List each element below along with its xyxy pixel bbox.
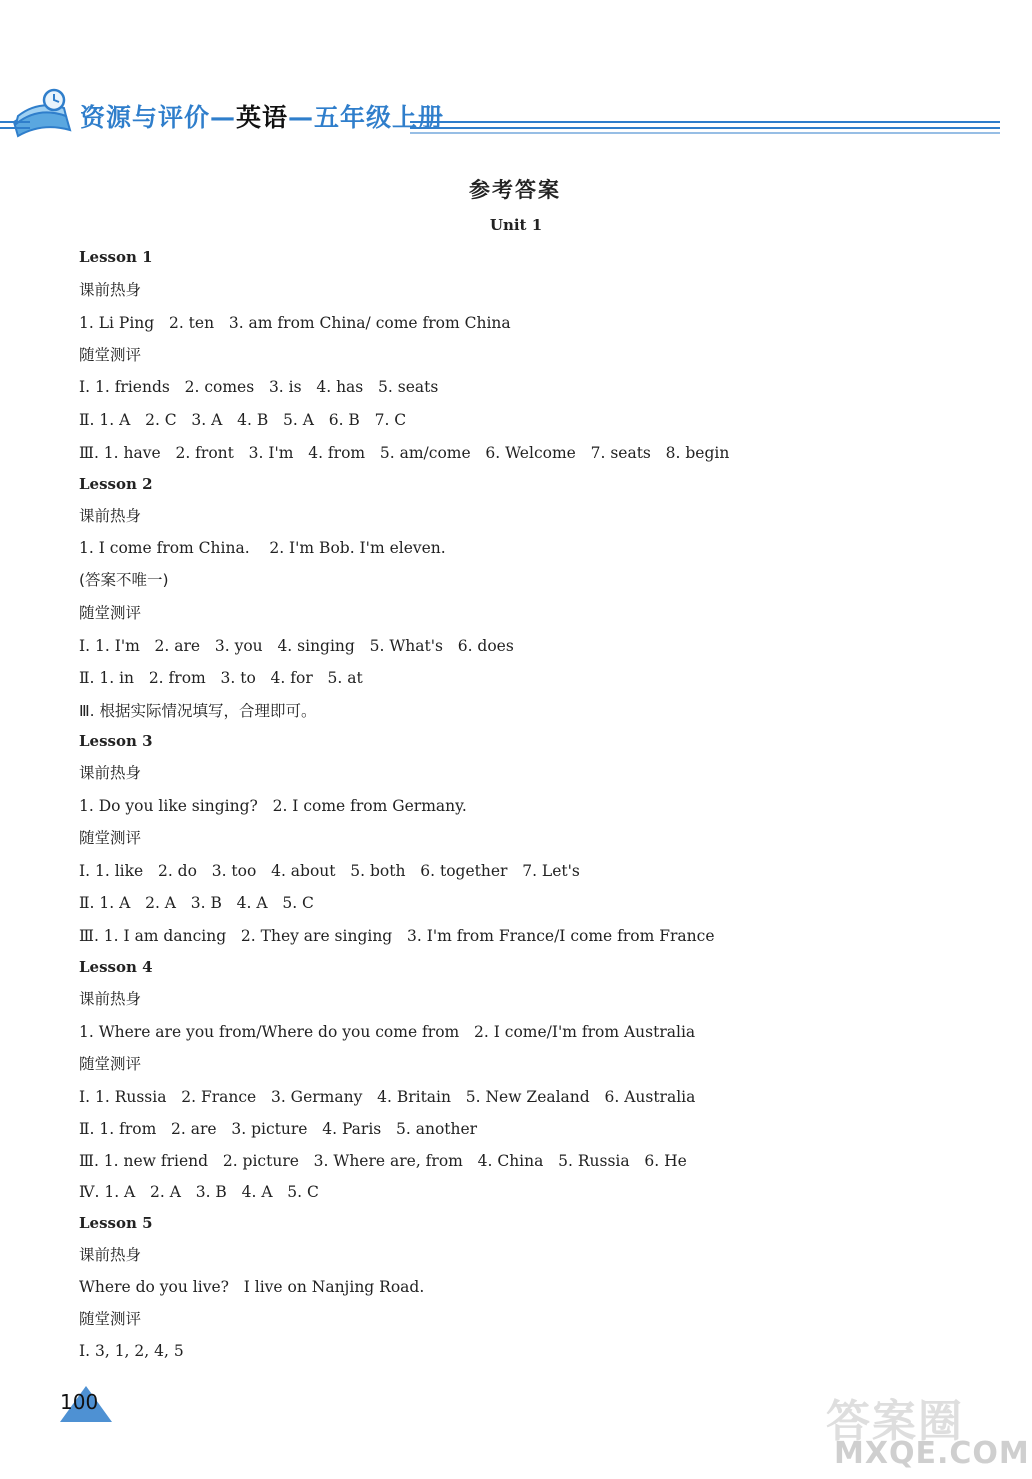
- lesson-heading: Lesson 3: [79, 732, 153, 750]
- watermark-url: MXQE.COM: [834, 1436, 1030, 1471]
- header-grade: 五年级上册: [314, 103, 445, 132]
- section-label: 随堂测评: [79, 1055, 142, 1073]
- answer-line: Where do you live? I live on Nanjing Road.: [79, 1278, 425, 1296]
- section-label: 课前热身: [79, 990, 142, 1008]
- answer-line: Ⅰ. 1. like 2. do 3. too 4. about 5. both 6. together 7. Let's: [79, 862, 580, 880]
- answer-line: Ⅰ. 1. friends 2. comes 3. is 4. has 5. seats: [79, 378, 439, 396]
- answer-note: (答案不唯一): [79, 571, 169, 589]
- page-number: 100: [60, 1390, 99, 1414]
- answer-line: 1. I come from China. 2. I'm Bob. I'm eleven.: [79, 539, 446, 557]
- lesson-heading: Lesson 1: [79, 248, 153, 266]
- header-subject: 英语: [236, 103, 289, 132]
- page-title: 参考答案: [469, 178, 561, 202]
- header-sep-2: —: [288, 103, 315, 132]
- answer-line: Ⅱ. 1. A 2. A 3. B 4. A 5. C: [79, 894, 314, 912]
- answer-line: Ⅰ. 1. Russia 2. France 3. Germany 4. Britain 5. New Zealand 6. Australia: [79, 1088, 696, 1106]
- lesson-heading: Lesson 4: [79, 958, 153, 976]
- lesson-heading: Lesson 5: [79, 1214, 153, 1232]
- answer-line: 1. Where are you from/Where do you come from 2. I come/I'm from Australia: [79, 1023, 696, 1041]
- answer-line: Ⅱ. 1. from 2. are 3. picture 4. Paris 5. another: [79, 1120, 478, 1138]
- answer-line: Ⅲ. 1. new friend 2. picture 3. Where are, from 4. China 5. Russia 6. He: [79, 1152, 687, 1170]
- answer-line: 1. Li Ping 2. ten 3. am from China/ come from China: [79, 314, 511, 332]
- section-label: 随堂测评: [79, 1310, 142, 1328]
- answer-line: Ⅲ. 根据实际情况填写，合理即可。: [79, 702, 317, 720]
- section-label: 课前热身: [79, 507, 142, 525]
- answer-line: Ⅰ. 1. I'm 2. are 3. you 4. singing 5. What's 6. does: [79, 637, 514, 655]
- answer-line: Ⅲ. 1. I am dancing 2. They are singing 3. I'm from France/I come from France: [79, 927, 715, 945]
- section-label: 随堂测评: [79, 829, 142, 847]
- answer-line: Ⅱ. 1. in 2. from 3. to 4. for 5. at: [79, 669, 363, 687]
- answer-line: Ⅰ. 3, 1, 2, 4, 5: [79, 1342, 184, 1360]
- section-label: 课前热身: [79, 1246, 142, 1264]
- lesson-heading: Lesson 2: [79, 475, 153, 493]
- page-header: [0, 0, 1000, 150]
- section-label: 随堂测评: [79, 604, 142, 622]
- answer-line: 1. Do you like singing? 2. I come from Germany.: [79, 797, 467, 815]
- watermark-logo: 答案圈: [826, 1396, 964, 1447]
- header-rule-lines: [0, 118, 1000, 138]
- section-label: 课前热身: [79, 281, 142, 299]
- header-series: 资源与评价: [80, 103, 211, 132]
- section-label: 课前热身: [79, 764, 142, 782]
- answer-line: Ⅲ. 1. have 2. front 3. I'm 4. from 5. am/come 6. Welcome 7. seats 8. begin: [79, 444, 730, 462]
- answer-line: Ⅱ. 1. A 2. C 3. A 4. B 5. A 6. B 7. C: [79, 411, 407, 429]
- answer-line: Ⅳ. 1. A 2. A 3. B 4. A 5. C: [79, 1183, 319, 1201]
- section-label: 随堂测评: [79, 346, 142, 364]
- header-sep-1: —: [210, 103, 237, 132]
- unit-title: Unit 1: [489, 216, 543, 234]
